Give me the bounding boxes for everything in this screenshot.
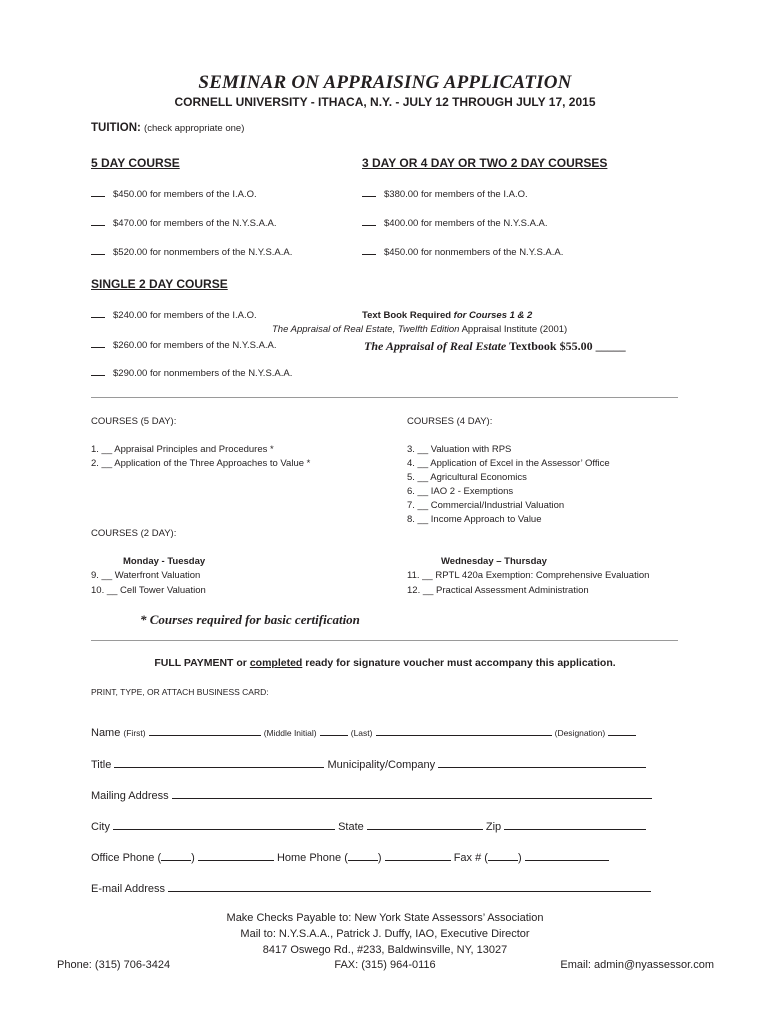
course-item[interactable]: 5. __ Agricultural Economics [407,472,527,483]
checkbox-blank[interactable] [91,254,105,255]
checkbox-blank[interactable] [91,375,105,376]
paren: ) [377,852,382,864]
city-label: City [91,821,110,833]
five-day-option-nysaa[interactable] [91,218,277,229]
first-name-field[interactable] [149,725,261,736]
name-label: Name [91,727,121,739]
course-item[interactable]: 7. __ Commercial/Industrial Valuation [407,500,565,511]
title-row [91,757,646,771]
courses-four-day-heading: COURSES (4 DAY): [407,416,493,427]
home-phone-area-field[interactable] [348,850,378,861]
email-field[interactable] [168,881,651,892]
paren: ) [517,852,522,864]
checkbox-blank[interactable] [362,225,376,226]
five-day-heading: 5 DAY COURSE [91,156,180,170]
zip-field[interactable] [504,819,646,830]
textbook-price-line[interactable] [364,339,626,354]
two-day-option-nysaa[interactable] [91,340,277,351]
mailing-address: 8417 Oswego Rd., #233, Baldwinsville, NY, 13027 [262,944,508,956]
title-label: Title [91,759,112,771]
five-day-option-nonmember[interactable] [91,247,292,258]
checkbox-blank[interactable] [91,347,105,348]
home-phone-label: Home Phone [276,852,342,864]
mail-to: Mail to: N.Y.S.A.A., Patrick J. Duffy, IAO, Executive Director [240,928,530,940]
checkbox-blank[interactable] [91,196,105,197]
office-phone-area-field[interactable] [161,850,191,861]
payment-pre: FULL PAYMENT or [154,657,250,669]
textbook-heading [362,310,532,321]
fax-area-field[interactable] [488,850,518,861]
tuition-label [91,122,244,134]
wednesday-thursday-label: Wednesday – Thursday [441,556,547,567]
email-row [91,881,651,895]
textbook-edition-line [272,324,567,335]
textbook-publisher: Appraisal Institute (2001) [461,324,568,335]
textbook-heading-suffix: for Courses 1 & 2 [453,310,533,321]
paren: ( [157,852,162,864]
payment-underlined: completed [249,657,303,669]
option-label: $520.00 for nonmembers of the N.Y.S.A.A. [113,247,293,258]
three-four-day-heading: 3 DAY OR 4 DAY OR TWO 2 DAY COURSES [362,156,608,170]
textbook-heading-prefix: Text Book Required [362,310,452,321]
last-name-field[interactable] [376,725,552,736]
checkbox-blank[interactable] [91,225,105,226]
course-item[interactable]: 12. __ Practical Assessment Administration [407,585,589,596]
tuition-heading: TUITION: [91,122,141,134]
option-label: $290.00 for nonmembers of the N.Y.S.A.A. [113,368,293,379]
footer-email[interactable]: Email: admin@nyassessor.com [560,959,714,971]
title-field[interactable] [114,757,324,768]
payment-notice [0,657,770,669]
course-item[interactable]: 2. __ Application of the Three Approaches to Value * [91,458,311,469]
paren: ( [484,852,488,864]
option-label: $260.00 for members of the N.Y.S.A.A. [113,340,277,351]
middle-initial-label: (Middle Initial) [263,728,317,738]
option-label: $470.00 for members of the N.Y.S.A.A. [113,218,277,229]
office-phone-field[interactable] [198,850,274,861]
certification-note: * Courses required for basic certification [140,612,360,627]
divider [91,397,678,398]
course-item[interactable]: 4. __ Application of Excel in the Assessor’ Office [407,458,610,469]
option-label: $240.00 for members of the I.A.O. [113,310,257,321]
divider [91,640,678,641]
mailing-row [91,788,652,802]
option-label: $380.00 for members of the I.A.O. [384,189,528,200]
municipality-field[interactable] [438,757,646,768]
three-four-day-option-nonmember[interactable] [362,247,563,258]
course-item[interactable]: 6. __ IAO 2 - Exemptions [407,486,514,497]
textbook-price-title: The Appraisal of Real Estate [364,339,507,353]
designation-field[interactable] [608,725,636,736]
paren: ( [344,852,348,864]
courses-five-day-heading: COURSES (5 DAY): [91,416,177,427]
first-name-label: (First) [123,728,146,738]
single-two-day-heading: SINGLE 2 DAY COURSE [91,277,228,291]
fax-label: Fax # [453,852,482,864]
five-day-option-iao[interactable] [91,189,257,200]
municipality-label: Municipality/Company [327,759,436,771]
three-four-day-option-nysaa[interactable] [362,218,548,229]
email-label: E-mail Address [91,883,165,895]
payment-post: ready for signature voucher must accompany this application. [302,657,616,669]
tuition-note: (check appropriate one) [144,123,245,134]
courses-two-day-heading: COURSES (2 DAY): [91,528,177,539]
phone-row [91,850,609,864]
three-four-day-option-iao[interactable] [362,189,528,200]
two-day-option-iao[interactable] [91,310,257,321]
option-label: $400.00 for members of the N.Y.S.A.A. [384,218,548,229]
city-row [91,819,646,833]
course-item[interactable]: 11. __ RPTL 420a Exemption: Comprehensive Evaluation [407,570,650,581]
page-title: SEMINAR ON APPRAISING APPLICATION [198,72,572,93]
designation-label: (Designation) [554,728,606,738]
page-subtitle: CORNELL UNIVERSITY - ITHACA, N.Y. - JULY 12 THROUGH JULY 17, 2015 [174,95,596,109]
textbook-price: Textbook $55.00 _____ [509,339,626,353]
checks-payable: Make Checks Payable to: New York State Assessors’ Association [226,912,544,924]
zip-label: Zip [485,821,502,833]
home-phone-field[interactable] [385,850,451,861]
paren: ) [191,852,195,864]
option-label: $450.00 for nonmembers of the N.Y.S.A.A. [384,247,564,258]
course-item[interactable]: 9. __ Waterfront Valuation [91,570,201,581]
checkbox-blank[interactable] [362,254,376,255]
mailing-address-label: Mailing Address [91,790,169,802]
name-row [91,725,636,739]
textbook-edition-title: The Appraisal of Real Estate, Twelfth Edition [272,324,460,335]
course-item[interactable]: 10. __ Cell Tower Valuation [91,585,206,596]
footer-phone: Phone: (315) 706-3424 [57,959,171,971]
course-item[interactable]: 8. __ Income Approach to Value [407,514,542,525]
city-field[interactable] [113,819,335,830]
checkbox-blank[interactable] [91,317,105,318]
print-note: PRINT, TYPE, OR ATTACH BUSINESS CARD: [91,687,269,697]
middle-initial-field[interactable] [320,725,348,736]
footer-fax: FAX: (315) 964-0116 [334,959,436,971]
two-day-option-nonmember[interactable] [91,368,292,379]
state-label: State [338,821,364,833]
course-item[interactable]: 1. __ Appraisal Principles and Procedures * [91,444,274,455]
last-name-label: (Last) [350,728,373,738]
checkbox-blank[interactable] [362,196,376,197]
option-label: $450.00 for members of the I.A.O. [113,189,257,200]
fax-field[interactable] [525,850,609,861]
monday-tuesday-label: Monday - Tuesday [123,556,206,567]
state-field[interactable] [367,819,483,830]
mailing-address-field[interactable] [172,788,652,799]
office-phone-label: Office Phone [91,852,155,864]
course-item[interactable]: 3. __ Valuation with RPS [407,444,512,455]
